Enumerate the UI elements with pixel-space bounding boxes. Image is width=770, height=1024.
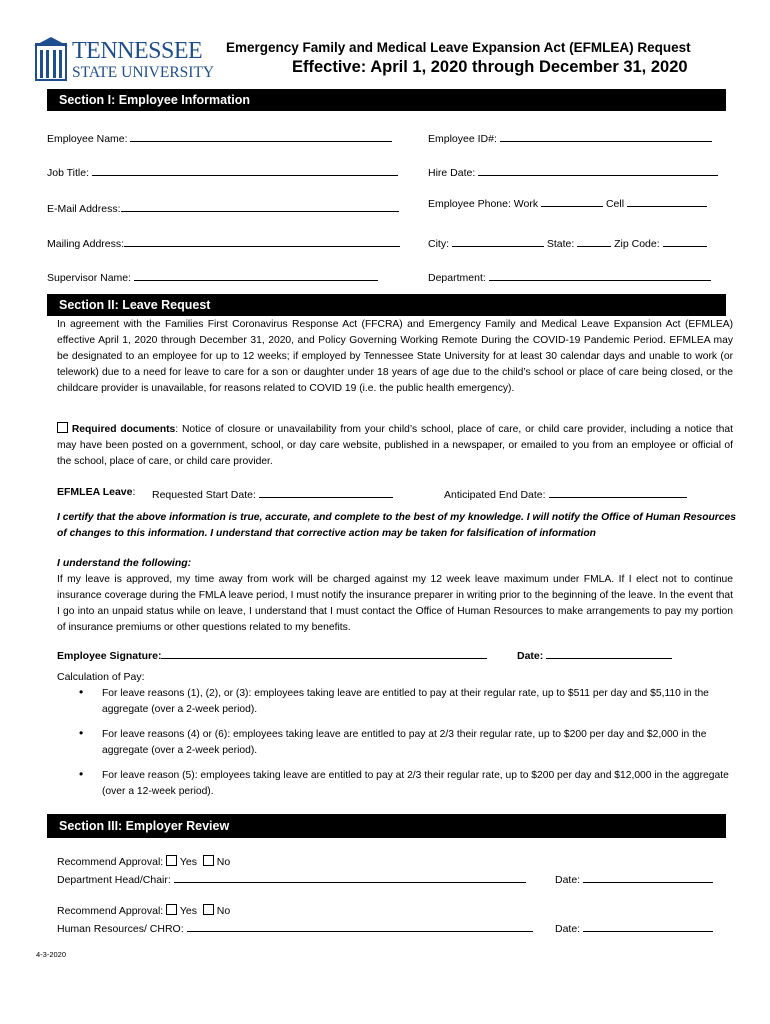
dept-head-date-field[interactable]: Date: bbox=[555, 871, 713, 886]
pay-bullet: For leave reasons (4) or (6): employees taking leave are entitled to pay at 2/3 their regular rate, up to $200 per day and $2,000 in the aggregate (over a 2-week period). bbox=[102, 729, 707, 756]
logo-line1: TENNESSEE bbox=[72, 38, 203, 64]
job-title-field[interactable]: Job Title: bbox=[47, 164, 398, 179]
dept-no-checkbox[interactable] bbox=[203, 855, 214, 866]
department-field[interactable]: Department: bbox=[428, 269, 711, 284]
dept-head-signature-field[interactable]: Department Head/Chair: bbox=[57, 871, 526, 886]
form-subtitle: Effective: April 1, 2020 through December 31, 2020 bbox=[292, 58, 688, 76]
section2-header: Section II: Leave Request bbox=[47, 294, 726, 316]
email-field[interactable]: E-Mail Address: bbox=[47, 200, 399, 215]
employee-signature-field[interactable]: Employee Signature: bbox=[57, 647, 487, 662]
phone-field[interactable]: Employee Phone: Work Cell bbox=[428, 195, 707, 210]
bullet-icon: • bbox=[79, 685, 84, 699]
signature-date-field[interactable]: Date: bbox=[517, 647, 672, 662]
required-documents: Required documents: Notice of closure or unavailability from your child’s school, place of care, or child care provider, including a notice that may have been posted on a government, school, or day care website, published in a newspaper, or emailed to you from an employee or official of the school, place of care, or child care provider. bbox=[57, 424, 733, 467]
mailing-address-field[interactable]: Mailing Address: bbox=[47, 235, 400, 250]
bullet-icon: • bbox=[79, 767, 84, 781]
city-state-zip-field[interactable]: City: State: Zip Code: bbox=[428, 235, 707, 250]
calculation-heading: Calculation of Pay: bbox=[57, 671, 145, 683]
form-title: Emergency Family and Medical Leave Expansion Act (EFMLEA) Request bbox=[226, 40, 691, 55]
pay-bullet: For leave reason (5): employees taking leave are entitled to pay at 2/3 their regular rate, up to $200 per day and $12,000 in the aggregate (over a 12-week period). bbox=[102, 770, 729, 797]
dept-recommend-approval: Recommend Approval: Yes No bbox=[57, 856, 231, 868]
understand-heading: I understand the following: bbox=[57, 557, 192, 569]
building-icon bbox=[34, 36, 68, 82]
intro-paragraph: In agreement with the Families First Coronavirus Response Act (FFCRA) and Emergency Family and Medical Leave Expansion Act (EFMLEA) effective April 1, 2020 through December 31, 2020, and Policy Governing Working Remote During the COVID-19 Pandemic Period. EFMLEA may be designated to an employee for up to 12 weeks; if employed by Tennessee State University for at least 30 calendar days and unable to work (or telework) due to a need for leave to care for a son or daughter under 18 years of age due to the child’s school or place of care being closed, or the childcare provider is unavailable, for reasons related to COVID 19 (i.e. the public health emergency). bbox=[57, 319, 733, 394]
dept-yes-checkbox[interactable] bbox=[166, 855, 177, 866]
efmlea-leave-row: EFMLEA Leave: bbox=[57, 486, 136, 498]
logo-line2: STATE UNIVERSITY bbox=[72, 64, 215, 81]
university-logo bbox=[34, 36, 216, 84]
hr-date-field[interactable]: Date: bbox=[555, 920, 713, 935]
form-version-date: 4-3-2020 bbox=[36, 950, 67, 959]
hr-signature-field[interactable]: Human Resources/ CHRO: bbox=[57, 920, 533, 935]
hire-date-field[interactable]: Hire Date: bbox=[428, 164, 718, 179]
hr-recommend-approval: Recommend Approval: Yes No bbox=[57, 905, 231, 917]
pay-bullet: For leave reasons (1), (2), or (3): employees taking leave are entitled to pay at their regular rate, up to $511 per day and $5,110 in the aggregate (over a 2-week period). bbox=[102, 688, 709, 715]
anticipated-end-field[interactable]: Anticipated End Date: bbox=[444, 486, 687, 501]
employee-name-field[interactable]: Employee Name: bbox=[47, 130, 392, 145]
section1-header: Section I: Employee Information bbox=[47, 89, 726, 111]
certification-statement: I certify that the above information is true, accurate, and complete to the best of my knowledge. I will notify the Office of Human Resources of changes to this information. I understand that corrective action may be taken for falsification of information bbox=[57, 512, 736, 539]
required-documents-checkbox[interactable] bbox=[57, 422, 68, 433]
hr-no-checkbox[interactable] bbox=[203, 904, 214, 915]
requested-start-field[interactable]: Requested Start Date: bbox=[152, 486, 393, 501]
hr-yes-checkbox[interactable] bbox=[166, 904, 177, 915]
employee-id-field[interactable]: Employee ID#: bbox=[428, 130, 712, 145]
supervisor-field[interactable]: Supervisor Name: bbox=[47, 269, 378, 284]
understand-paragraph: If my leave is approved, my time away from work will be charged against my 12 week leave maximum under FMLA. If I elect not to continue insurance coverage during the FMLA leave period, I must notify the insurance preparer in writing prior to the beginning of the leave. In the event that I go into an unpaid status while on leave, I understand that I must contact the Office of Human Resources to make arrangements to pay my portion of insurance premiums or other questions related to my benefits. bbox=[57, 574, 733, 633]
bullet-icon: • bbox=[79, 726, 84, 740]
section3-header: Section III: Employer Review bbox=[47, 814, 726, 838]
